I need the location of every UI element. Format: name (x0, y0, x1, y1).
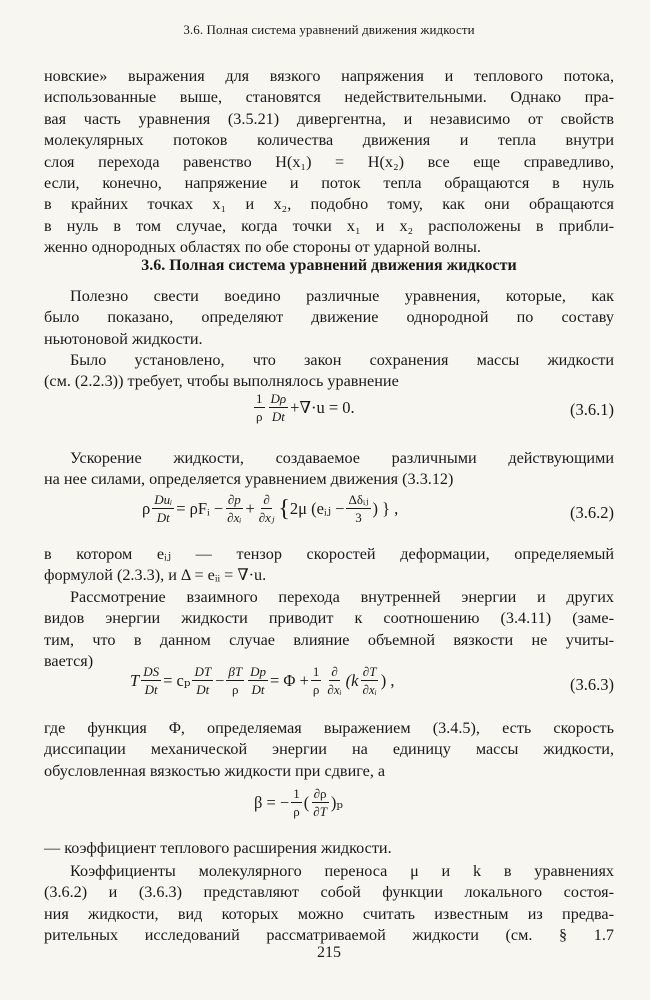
text-line: в нуль в том случае, когда точки x₁ и x₂ расположены в прибли- (44, 216, 614, 235)
text-line: где функция Φ, определяемая выражением (3.4.5), есть скорость (44, 719, 614, 737)
fraction: $\frac{\text{Duᵢ}}{Dt}$ (154, 492, 173, 525)
text-line: женно однородных областях по обе стороны от ударной волны. (44, 238, 481, 257)
text-line: ния жидкости, вид которых можно считать известным из предва- (44, 904, 614, 923)
equation-number: (3.6.2) (570, 503, 614, 522)
text-line: вается) (44, 652, 94, 671)
paragraph-1 (44, 66, 614, 259)
text-line: Коэффициенты молекулярного переноса μ и k в уравнениях (70, 862, 614, 880)
equation-number: (3.6.1) (570, 400, 614, 419)
paragraph-4 (44, 448, 614, 491)
fraction: $\frac{DT}{Dt}$ (194, 664, 212, 697)
fraction: $\frac{\partial T}{\text{∂xᵢ}}$ (362, 664, 377, 697)
text-line: обусловленная вязкостью жидкости при сдвиге, а (44, 761, 386, 780)
text-line: Было установлено, что закон сохранения массы жидкости (70, 351, 614, 369)
text-line: Полезно свести воедино различные уравнения, которые, как (70, 287, 614, 305)
paragraph-8 (44, 838, 614, 859)
fraction: $\frac{\partial\rho}{\partial T}$ (313, 786, 327, 819)
paragraph-2 (44, 286, 614, 350)
equation-3-6-3: T $\frac{DS}{Dt}$ = cₚ $\frac{DT}{Dt}$ − $\frac{\beta T}{\rho}$ $\frac{Dp}{Dt}$ = Φ + $\frac{1}{\rho}$ $\frac{\partial}{\text{∂xᵢ}}$ (k $\frac{\partial T}{\text{∂xᵢ}}$ ) , (3.6.3) (130, 664, 614, 697)
text-line: молекулярных потоков количества движения и тепла внутри (44, 131, 614, 150)
equation-3-6-2: ρ $\frac{\text{Duᵢ}}{Dt}$ = ρFᵢ − $\frac{\partial p}{\text{∂xᵢ}}$ + $\frac{\partial}{\text{∂xⱼ}}$ { 2μ (eᵢⱼ − $\frac{\text{Δδᵢⱼ}}{3}$ ) } , (3.6.2) (142, 492, 614, 525)
text-line: формулой (2.3.3), и Δ = eᵢᵢ = ∇·u. (44, 566, 267, 585)
text-line: было показано, определяют движение однородной по составу (44, 308, 614, 327)
text-line: если, конечно, напряжение и поток тепла обращаются в нуль (44, 174, 614, 193)
fraction: $\frac{1}{\rho}$ (293, 786, 300, 819)
fraction: $\frac{\partial}{\text{∂xⱼ}}$ (258, 492, 275, 525)
text-line: (3.6.2) и (3.6.3) представляют собой функции локального состоя- (44, 883, 614, 902)
fraction: $\frac{D\rho}{Dt}$ (270, 391, 287, 424)
paragraph-9 (44, 861, 614, 947)
fraction: $\frac{\partial p}{\text{∂xᵢ}}$ (227, 492, 242, 525)
equation-3-6-1: $\frac{1}{\rho}$ $\frac{D\rho}{Dt}$ +∇·u = 0. (3.6.1) (256, 391, 614, 424)
text-line: (см. (2.2.3)) требует, чтобы выполнялось уравнение (44, 372, 399, 391)
text-line: видов энергии жидкости приводит к соотношению (3.4.11) (заме- (44, 609, 614, 628)
text-line: слоя перехода равенство H(x₁) = H(x₂) все еще справедливо, (44, 152, 614, 171)
text-line: в котором eᵢⱼ — тензор скоростей деформации, определяемый (44, 545, 614, 563)
equation-number: (3.6.3) (570, 675, 614, 694)
text-line: вая часть уравнения (3.5.21) дивергентна, и независимо от свойств (44, 109, 614, 128)
fraction: $\frac{Dp}{Dt}$ (250, 664, 266, 697)
text-line: тим, что в данном случае влияние объемной вязкости не учиты- (44, 630, 614, 649)
text-line: новские» выражения для вязкого напряжения и теплового потока, (44, 67, 614, 85)
fraction: $\frac{\beta T}{\rho}$ (228, 664, 243, 697)
fraction: $\frac{1}{\rho}$ (312, 664, 320, 697)
fraction: $\frac{\text{Δδᵢⱼ}}{3}$ (348, 492, 369, 525)
paragraph-3 (44, 350, 614, 393)
paragraph-7 (44, 718, 614, 782)
text-line: диссипации механической энергии на единицу массы жидкости, (44, 740, 614, 759)
text-line: в крайних точках x₁ и x₂, подобно тому, как они обращаются (44, 195, 614, 214)
text-line: — коэффициент теплового расширения жидкости. (44, 839, 392, 857)
text-line: использованные выше, становятся недействительными. Однако пра- (44, 88, 614, 107)
section-heading: 3.6. Полная система уравнений движения жидкости (141, 257, 517, 274)
text-line: Рассмотрение взаимного перехода внутренней энергии и других (70, 588, 614, 606)
text-line: на нее силами, определяется уравнением движения (3.3.12) (44, 470, 454, 489)
fraction: $\frac{1}{\rho}$ (256, 391, 263, 424)
paragraph-5 (44, 544, 614, 587)
fraction: $\frac{\partial}{\text{∂xᵢ}}$ (327, 664, 342, 697)
running-head: 3.6. Полная система уравнений движения жидкости (183, 22, 475, 37)
text-line: Ускорение жидкости, создаваемое различными действующими (70, 449, 614, 467)
paragraph-6 (44, 587, 614, 673)
equation-beta: β = − $\frac{1}{\rho}$ ( $\frac{\partial\rho}{\partial T}$ )ₚ (254, 786, 344, 819)
fraction: $\frac{DS}{Dt}$ (143, 664, 160, 697)
text-line: рительных исследований рассматриваемой жидкости (см. § 1.7 (44, 926, 614, 945)
text-line: ньютоновой жидкости. (44, 329, 203, 348)
page-number: 215 (317, 944, 341, 961)
